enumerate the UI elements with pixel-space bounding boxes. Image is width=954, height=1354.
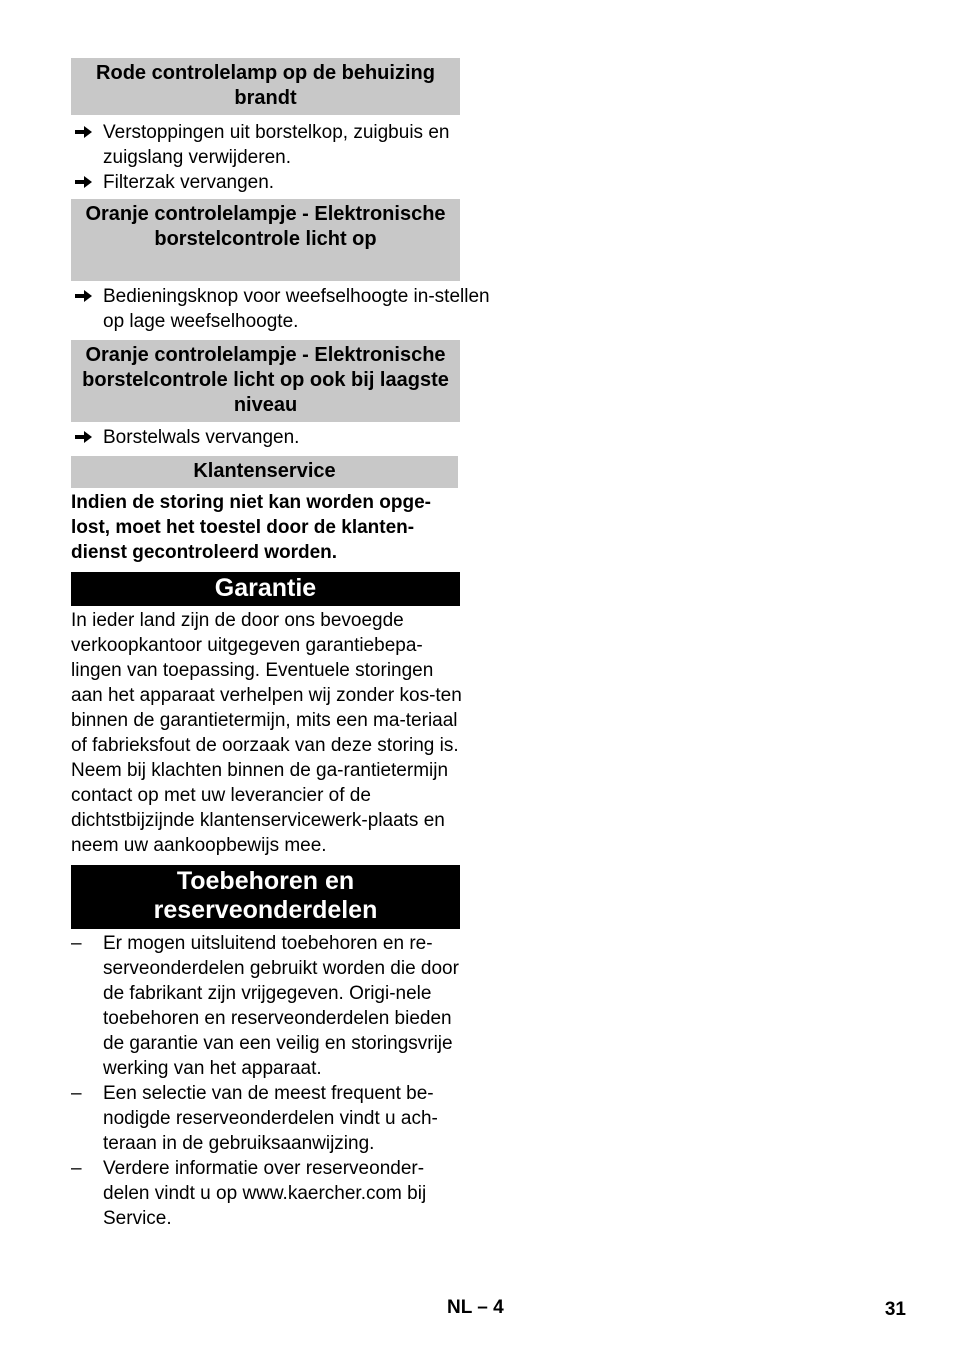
footer-section-page: – 4 — [477, 1297, 504, 1318]
arrow-right-icon — [75, 284, 97, 303]
heading-toebehoren: Toebehoren en reserveonderdelen — [71, 865, 460, 929]
section-oranje-laagste-niveau — [71, 340, 460, 450]
section-toebehoren — [71, 865, 460, 1231]
section-klantenservice — [71, 456, 460, 565]
footer-section-label — [447, 1297, 504, 1319]
list-item — [71, 1081, 460, 1156]
section-garantie — [71, 572, 460, 858]
list-item-text: Verdere informatie over reserveonder-delen vindt u op www.kaercher.com bij Service. — [103, 1158, 427, 1229]
garantie-text: In ieder land zijn de door ons bevoegde verkoopkantoor uitgegeven garantiebepa-lingen van toepassing. Eventuele storingen aan het apparaat verhelpen wij zonder kos-ten binnen de garantietermijn, mits een ma-teriaal of fabrieksfout de oorzaak van deze storing is. Neem bij klachten binnen de ga-rantietermijn contact op met uw leverancier of de dichtstbijzijnde klantenservicewerk-plaats en neem uw aankoopbewijs mee. — [71, 610, 462, 856]
list-item — [71, 170, 460, 195]
klantenservice-text: Indien de storing niet kan worden opge-lost, moet het toestel door de klanten-dienst gecontroleerd worden. — [71, 492, 431, 563]
list-item-text: Bedieningsknop voor weefselhoogte in-stellen op lage weefselhoogte. — [103, 286, 490, 332]
footer-lang: NL — [447, 1297, 472, 1318]
heading-oranje-laagste-niveau: Oranje controlelampje - Elektronische borstelcontrole licht op ook bij laagste niveau — [71, 340, 460, 422]
list-item-text: Een selectie van de meest frequent be-nodigde reserveonderdelen vindt u ach-teraan in de gebruiksaanwijzing. — [103, 1083, 438, 1154]
list-item-text: Er mogen uitsluitend toebehoren en re-serveonderdelen gebruikt worden die door de fabrikant zijn vrijgegeven. Origi-nele toebehoren en reserveonderdelen bieden de garantie van een veilig en storingsvrije werking van het apparaat. — [103, 933, 459, 1079]
list-item-text: Filterzak vervangen. — [103, 172, 275, 193]
list-item — [71, 1156, 460, 1231]
arrow-right-icon — [75, 120, 97, 139]
arrow-right-icon — [75, 170, 97, 189]
page-number: 31 — [884, 1299, 906, 1320]
section-oranje-controlelampje — [71, 199, 490, 334]
heading-oranje-controlelampje: Oranje controlelampje - Elektronische borstelcontrole licht op — [71, 199, 460, 281]
dash-bullet: – — [71, 1158, 82, 1179]
list-item — [71, 931, 460, 1081]
list-item — [71, 284, 495, 334]
list-item-text: Borstelwals vervangen. — [103, 427, 300, 448]
heading-klantenservice: Klantenservice — [71, 456, 458, 488]
section-rode-controlelamp — [71, 58, 460, 195]
dash-bullet: – — [71, 1083, 82, 1104]
list-item — [71, 425, 460, 450]
list-item-text: Verstoppingen uit borstelkop, zuigbuis en zuigslang verwijderen. — [103, 122, 450, 168]
heading-garantie: Garantie — [71, 572, 460, 606]
heading-rode-controlelamp: Rode controlelamp op de behuizing brandt — [71, 58, 460, 115]
arrow-right-icon — [75, 425, 97, 444]
dash-bullet: – — [71, 933, 82, 954]
list-item — [71, 120, 460, 170]
